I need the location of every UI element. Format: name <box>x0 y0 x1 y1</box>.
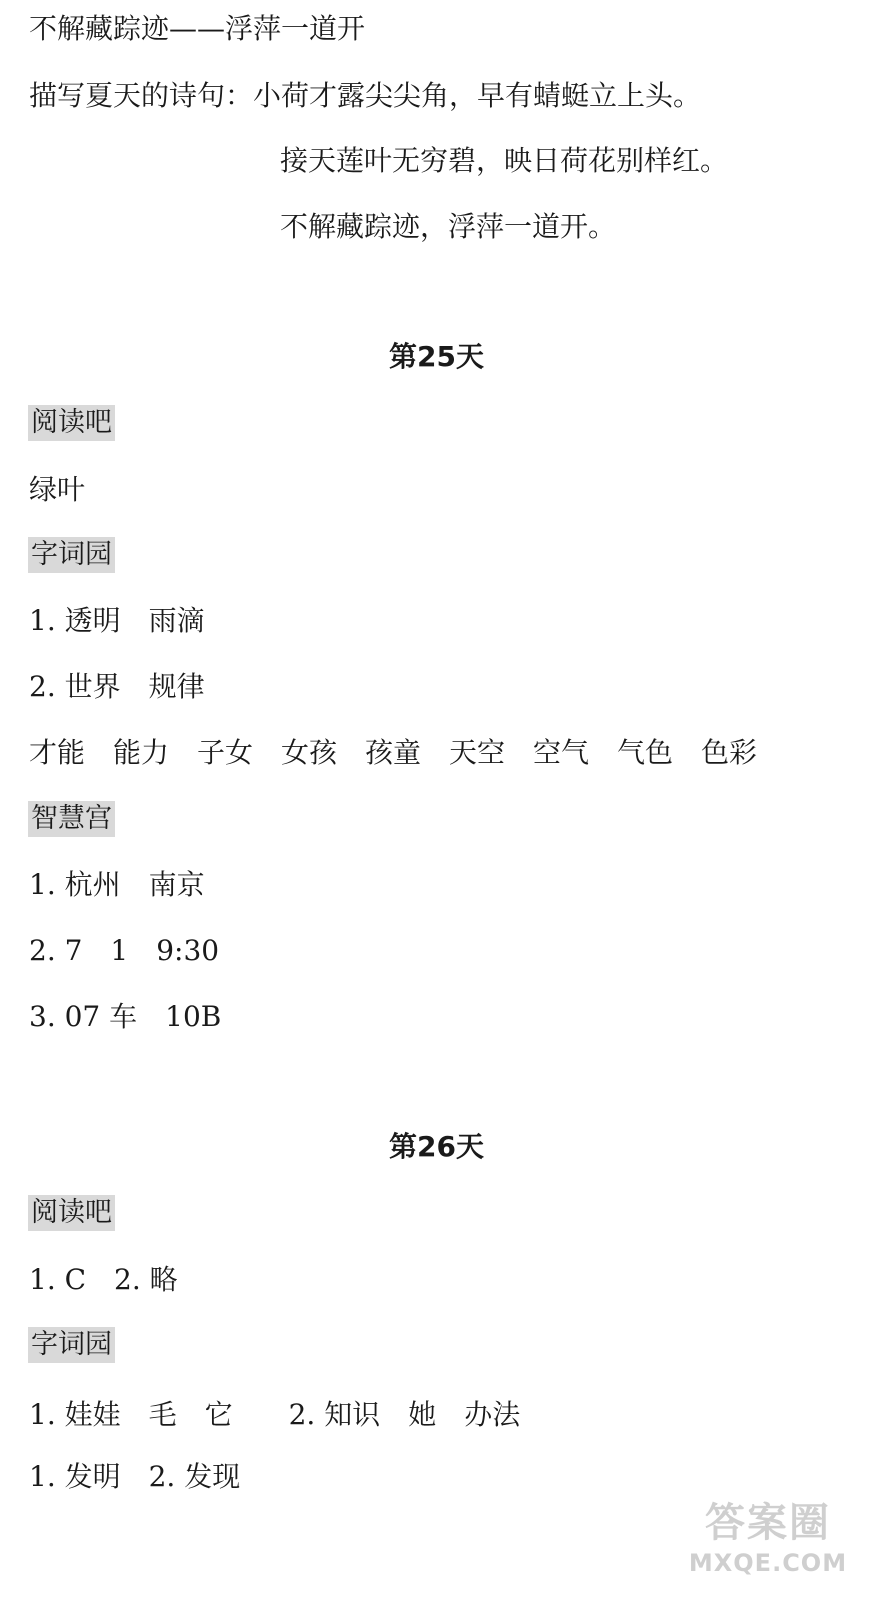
answer-line: 绿叶 <box>29 473 86 506</box>
watermark-url: MXQE.COM <box>688 1549 848 1577</box>
answer-line: 2. 7 1 9:30 <box>29 934 220 967</box>
answer-line: 才能 能力 子女 女孩 孩童 天空 空气 气色 色彩 <box>29 736 758 769</box>
poem-line: 不解藏踪迹，浮萍一道开。 <box>280 210 617 243</box>
section-tag-wisdom: 智慧宫 <box>28 801 115 837</box>
day-26-title: 第26天 <box>389 1130 484 1163</box>
section-tag-words: 字词园 <box>28 1327 115 1363</box>
answer-line: 1. 杭州 南京 <box>29 868 205 901</box>
answer-line: 2. 世界 规律 <box>29 670 205 703</box>
answer-line: 1. 发明 2. 发现 <box>29 1460 241 1493</box>
answer-line: 3. 07 车 10B <box>29 1000 222 1033</box>
poem-label-line: 描写夏天的诗句：小荷才露尖尖角，早有蜻蜓立上头。 <box>29 79 702 112</box>
watermark-logo: 答案圈 <box>705 1500 831 1546</box>
day-25-title: 第25天 <box>389 340 484 373</box>
section-tag-words: 字词园 <box>28 537 115 573</box>
poem-line: 接天莲叶无穷碧，映日荷花别样红。 <box>280 144 729 177</box>
intro-line: 不解藏踪迹——浮萍一道开 <box>29 12 366 45</box>
watermark <box>683 1498 853 1586</box>
section-tag-reading: 阅读吧 <box>28 405 115 441</box>
answer-line: 1. C 2. 略 <box>29 1263 178 1296</box>
section-tag-reading: 阅读吧 <box>28 1195 115 1231</box>
answer-line: 1. 透明 雨滴 <box>29 604 205 637</box>
answer-line: 1. 娃娃 毛 它 2. 知识 她 办法 <box>29 1398 521 1431</box>
